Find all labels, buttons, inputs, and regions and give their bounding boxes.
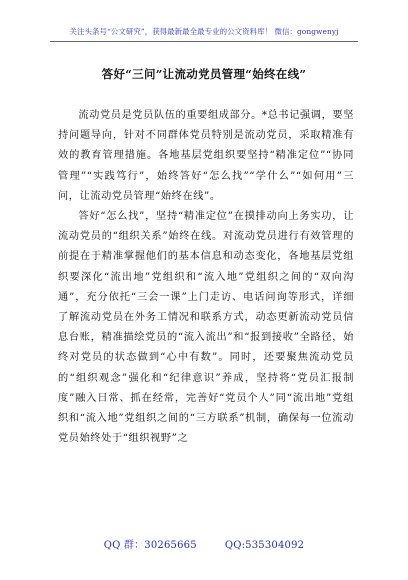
paragraph: 答好“怎么找”，坚持“精准定位”在摸排动向上务实功，让流动党员的“组织关系”始终在线。对流动党员进行有效管理的前提在于精准掌握他们的基本信息和动态变化，各地基层党组织要深化“流出地”党组织和“流入地”党组织之间的“双向沟通”，充分依托“三会一课”上门走访、电话问询等形式，详细了解流动党员在外务工情况和联系方式，动态更新流动党员信息台账，精准描绘党员的“流入流出”和“报到接收”全路径，始终对党员的状态做到“心中有数”。同时，还要聚焦流动党员的“组织观念”强化和“纪律意识”养成，坚持将“党员汇报制度”融入日常、抓在经常，完善好“党员个人”同“流出地”党组织和“流入地”党组织之间的“三方联系”机制，确保每一位流动党员始终处于“组织视野”之 [58,211,354,445]
document-body [58,106,354,449]
page-footer [50,536,358,551]
header-divider [50,41,358,42]
paragraph: 流动党员是党员队伍的重要组成部分。*总书记强调，要坚持问题导向，针对不同群体党员特别是流动党员，采取精准有效的教育管理措施。各地基层党组织要坚持“精准定位”“协同管理”“实践笃行”，始终答好“怎么找”“学什么”“如何用”三问，让流动党员管理“始终在线”。 [58,110,354,202]
footer-qq-group: QQ 群：30265665 [103,540,197,551]
document-title: 答好“三问”让流动党员管理“始终在线” [101,67,307,81]
footer-qq-contact: QQ:535304092 [224,540,305,551]
page-header: 关注头条号“公文研究”，获得最新最全最专业的公文资料库！ 微信：gongwenyj [69,27,339,36]
